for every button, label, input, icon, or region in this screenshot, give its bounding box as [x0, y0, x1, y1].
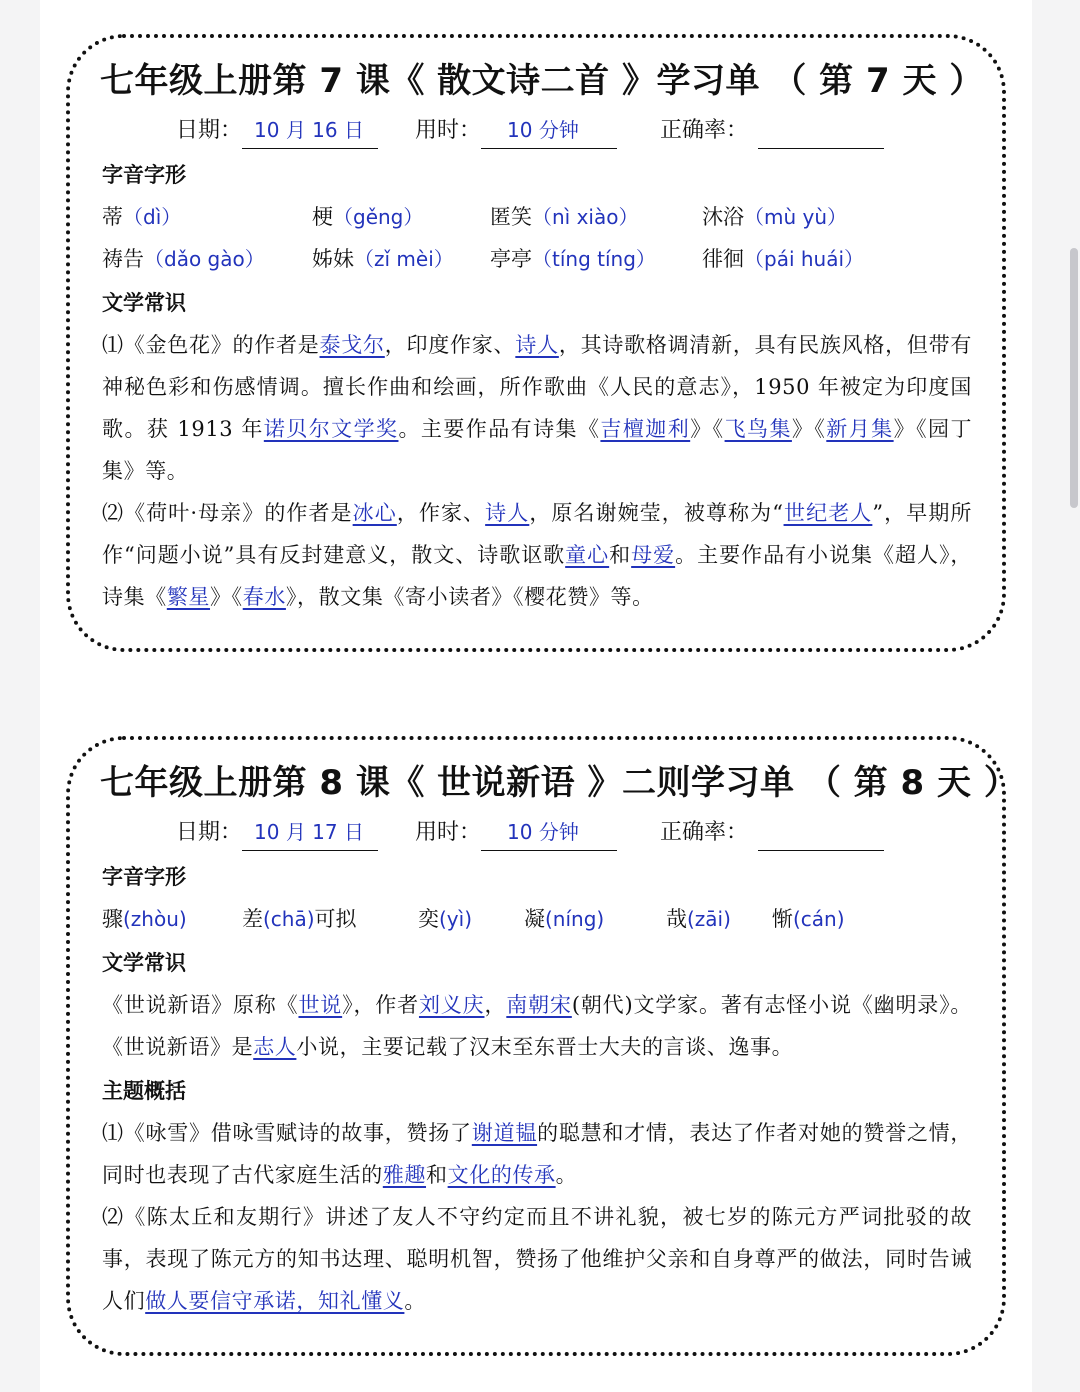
answer: 世纪老人	[783, 501, 873, 525]
pinyin-item: 姊妹（zǐ mèi）	[312, 247, 454, 271]
answer: 南朝宋	[506, 993, 572, 1017]
date-value[interactable]: 10 月 16 日	[242, 112, 378, 149]
answer: 诗人	[485, 501, 530, 525]
pinyin-item: 亭亭（tíng tíng）	[490, 247, 656, 271]
answer: 母爱	[631, 543, 676, 567]
answer: 童心	[565, 543, 610, 567]
pinyin-item: 蒂（dì）	[102, 205, 182, 229]
literature-paragraph-2: ⑵《荷叶·母亲》的作者是冰心，作家、诗人，原名谢婉莹，被尊称为“世纪老人”，早期所作“问题小说”具有反封建意义，散文、诗歌讴歌童心和母爱。主要作品有小说集《超人》，诗集《繁星》《春水》，散文集《寄小读者》《樱花赞》等。	[102, 501, 973, 609]
answer: 春水	[242, 585, 286, 609]
answer: 吉檀迦利	[600, 417, 691, 441]
section-pronunciation: 字音字形	[102, 163, 186, 187]
lesson-7-card	[66, 34, 1006, 652]
answer: 繁星	[166, 585, 211, 609]
answer: 泰戈尔	[319, 333, 385, 357]
date-label: 日期：	[176, 118, 243, 143]
answer: 志人	[253, 1035, 297, 1059]
accuracy-value[interactable]	[758, 850, 884, 851]
pinyin-row	[102, 238, 972, 280]
answer: 雅趣	[382, 1163, 427, 1187]
lesson-7-meta	[102, 112, 972, 152]
section-pronunciation: 字音字形	[102, 865, 186, 889]
answer: 做人要信守承诺，知礼懂义	[145, 1289, 405, 1313]
answer: 冰心	[352, 501, 397, 525]
section-theme: 主题概括	[102, 1079, 186, 1103]
pinyin-item: 哉(zāi)	[666, 907, 731, 931]
literature-paragraph-1: ⑴《金色花》的作者是泰戈尔，印度作家、诗人，其诗歌格调清新，具有民族风格，但带有神秘色彩和伤感情调。擅长作曲和绘画，所作歌曲《人民的意志》，1950 年被定为印度国歌。获 1913 年诺贝尔文学奖。主要作品有诗集《吉檀迦利》《飞鸟集》《新月集》《园丁集》等。	[102, 333, 973, 483]
pinyin-item: 奕(yì)	[418, 907, 472, 931]
accuracy-label: 正确率：	[660, 118, 749, 143]
pinyin-item: 差(chā)可拟	[242, 907, 357, 931]
time-value[interactable]: 10 分钟	[481, 814, 617, 851]
section-literature: 文学常识	[102, 291, 186, 315]
answer: 诺贝尔文学奖	[263, 417, 399, 441]
section-literature: 文学常识	[102, 951, 186, 975]
answer: 新月集	[826, 417, 894, 441]
date-value[interactable]: 10 月 17 日	[242, 814, 378, 851]
answer: 诗人	[515, 333, 559, 357]
pinyin-item: 沐浴（mù yù）	[702, 205, 848, 229]
answer: 文化的传承	[447, 1163, 556, 1187]
pinyin-row	[102, 898, 972, 940]
literature-paragraph: 《世说新语》原称《世说》，作者刘义庆，南朝宋(朝代)文学家。著有志怪小说《幽明录》。《世说新语》是志人小说，主要记载了汉末至东晋士大夫的言谈、逸事。	[102, 993, 973, 1059]
time-label: 用时：	[415, 118, 482, 143]
time-value[interactable]: 10 分钟	[481, 112, 617, 149]
pinyin-item: 匿笑（nì xiào）	[490, 205, 639, 229]
answer: 谢道韫	[471, 1121, 538, 1145]
lesson-8-meta	[102, 814, 972, 854]
theme-paragraph-1: ⑴《咏雪》借咏雪赋诗的故事，赞扬了谢道韫的聪慧和才情，表达了作者对她的赞誉之情，同时也表现了古代家庭生活的雅趣和文化的传承。	[102, 1121, 972, 1187]
accuracy-value[interactable]	[758, 148, 884, 149]
lesson-8-card	[66, 736, 1019, 1356]
theme-paragraph-2: ⑵《陈太丘和友期行》讲述了友人不守约定而且不讲礼貌，被七岁的陈元方严词批驳的故事，表现了陈元方的知书达理、聪明机智，赞扬了他维护父亲和自身尊严的做法，同时告诫人们做人要信守承诺，知礼懂义。	[102, 1205, 972, 1313]
time-label: 用时：	[415, 820, 482, 845]
answer: 飞鸟集	[724, 417, 792, 441]
pinyin-item: 梗（gěng）	[312, 205, 424, 229]
pinyin-item: 徘徊（pái huái）	[702, 247, 865, 271]
date-label: 日期：	[176, 820, 243, 845]
answer: 刘义庆	[418, 993, 485, 1017]
pinyin-item: 凝(níng)	[524, 907, 605, 931]
lesson-8-title: 七年级上册第 8 课《 世说新语 》二则学习单 （ 第 8 天 ）	[100, 763, 1019, 803]
accuracy-label: 正确率：	[660, 820, 749, 845]
scrollbar[interactable]	[1070, 248, 1078, 508]
pinyin-row	[102, 196, 972, 238]
answer: 世说	[298, 993, 343, 1017]
pinyin-item: 惭(cán)	[772, 907, 845, 931]
pinyin-item: 骤(zhòu)	[102, 907, 187, 931]
lesson-7-title: 七年级上册第 7 课《 散文诗二首 》学习单 （ 第 7 天 ）	[100, 61, 984, 101]
pinyin-item: 祷告（dǎo gào）	[102, 247, 265, 271]
